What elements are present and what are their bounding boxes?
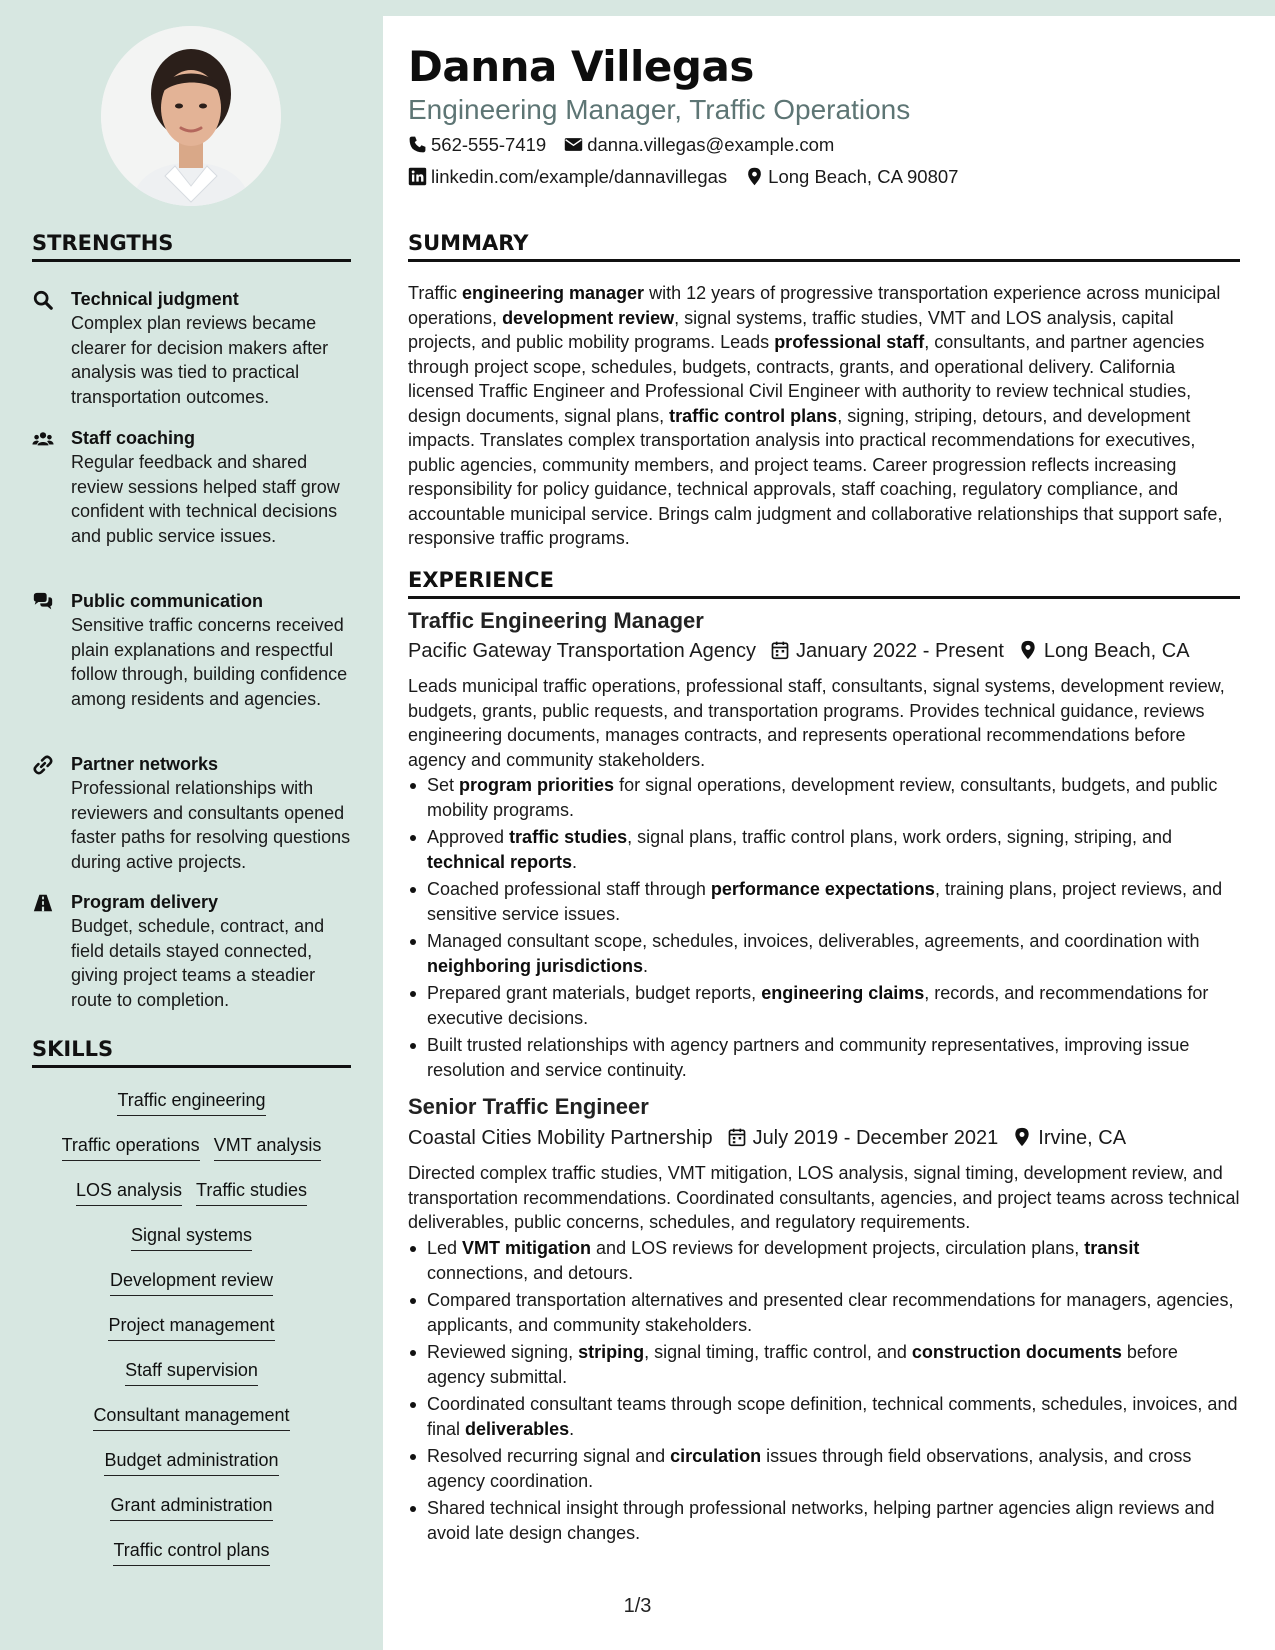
text-run: , signal plans, traffic control plans, work orders, signing, striping, and xyxy=(627,827,1173,847)
skills-row xyxy=(32,1133,351,1161)
bullet-item xyxy=(408,929,1240,978)
skills-row xyxy=(32,1448,351,1476)
skill-tag: Grant administration xyxy=(110,1493,272,1521)
bullet-item xyxy=(408,1288,1240,1337)
text-run: Traffic xyxy=(408,283,463,303)
strength-title: Public communication xyxy=(71,591,264,611)
bullet-item xyxy=(408,1444,1240,1493)
text-run: , signal systems, traffic studies, VMT and LOS analysis, capital projects, and public mobility programs. Leads xyxy=(408,307,1174,352)
text-run: issues through field observations, analysis, and cross agency coordination. xyxy=(427,1446,1192,1491)
skills-heading: SKILLS xyxy=(32,1037,351,1068)
job-bullets xyxy=(408,1236,1240,1548)
summary-paragraph xyxy=(408,281,1240,551)
magnifier-icon xyxy=(32,289,54,311)
skills-row xyxy=(32,1178,351,1206)
road-icon xyxy=(32,892,54,914)
strength-item-program-delivery xyxy=(32,890,352,1012)
calendar-icon xyxy=(727,1127,747,1147)
skills-row xyxy=(32,1313,351,1341)
bullet-item xyxy=(408,825,1240,874)
text-run: Coached professional staff through xyxy=(427,879,711,899)
bullet-item xyxy=(408,1236,1240,1285)
page-indicator: 1/3 xyxy=(623,1595,652,1617)
job-dates: July 2019 - December 2021 xyxy=(752,1127,999,1149)
bold-keyword: VMT mitigation xyxy=(462,1238,592,1258)
bold-keyword: transit xyxy=(1084,1238,1140,1258)
bold-keyword: performance expectations xyxy=(710,879,935,899)
strength-item-partner-networks xyxy=(32,752,352,874)
text-run: , signal timing, traffic control, and xyxy=(644,1342,912,1362)
strength-description: Regular feedback and shared review sessions helped staff grow confident with technical decisions and public service issues. xyxy=(71,452,340,546)
skill-tag: Traffic control plans xyxy=(113,1538,269,1566)
job-dates: January 2022 - Present xyxy=(795,640,1004,662)
skills-row xyxy=(32,1493,351,1521)
text-run: . xyxy=(572,851,578,872)
text-run: Managed consultant scope, schedules, invoices, deliverables, agreements, and coordination with xyxy=(427,931,1200,951)
bold-keyword: program priorities xyxy=(459,775,615,795)
linkedin-url[interactable]: linkedin.com/example/dannavillegas xyxy=(431,166,728,187)
job-description: Leads municipal traffic operations, professional staff, consultants, signal systems, development review, budgets, grants, public requests, and transportation programs. Provides technical guidance, reviews engineering documents, manages contracts, and represents operational recommendations before agency and community stakeholders. xyxy=(408,676,1225,770)
bullet-item xyxy=(408,1340,1240,1389)
skill-tag: Project management xyxy=(108,1313,274,1341)
strength-item-technical-judgment xyxy=(32,287,352,409)
bold-keyword: deliverables xyxy=(465,1418,570,1439)
company-name: Pacific Gateway Transportation Agency xyxy=(408,640,756,662)
bullet-item xyxy=(408,1033,1240,1082)
candidate-role: Engineering Manager, Traffic Operations xyxy=(408,94,911,125)
text-run: and LOS reviews for development projects, circulation plans, xyxy=(591,1238,1085,1258)
skills-row xyxy=(32,1403,351,1431)
text-run: , consultants, and partner agencies through project scope, schedules, budgets, contracts, grants, and operational delivery. California licensed Traffic Engineer and Professional Civil Engineer with authority to review technical studies, design documents, signal plans, xyxy=(408,332,1205,426)
bold-keyword: neighboring jurisdictions xyxy=(427,955,643,976)
job-meta xyxy=(408,1127,1126,1150)
location-pin-icon xyxy=(1012,1127,1032,1147)
text-run: , records, and recommendations for executive decisions. xyxy=(427,983,1209,1028)
job-title: Senior Traffic Engineer xyxy=(408,1094,649,1119)
strength-title: Partner networks xyxy=(71,754,219,774)
phone-number[interactable]: 562-555-7419 xyxy=(431,134,547,155)
skill-tag: LOS analysis xyxy=(76,1178,182,1206)
job-description: Directed complex traffic studies, VMT mitigation, LOS analysis, signal timing, development review, and transportation recommendations. Coordinated consultants, agencies, and project teams across technical deliverables, public concerns, schedules, and regulatory requirements. xyxy=(408,1163,1240,1232)
job-location: Long Beach, CA xyxy=(1043,640,1190,662)
envelope-icon xyxy=(564,135,583,154)
strength-title: Staff coaching xyxy=(71,428,196,448)
skill-tag: Traffic studies xyxy=(196,1178,307,1206)
strength-item-public-communication xyxy=(32,589,352,711)
people-group-icon xyxy=(32,428,54,450)
bullet-item xyxy=(408,877,1240,926)
bullet-item xyxy=(408,981,1240,1030)
text-run: Led xyxy=(427,1238,463,1258)
bold-keyword: professional staff xyxy=(774,332,925,352)
text-run: Approved xyxy=(427,827,510,847)
text-run: connections, and detours. xyxy=(427,1262,634,1283)
skill-tag: Development review xyxy=(110,1268,273,1296)
skill-tag: Budget administration xyxy=(104,1448,278,1476)
skills-row xyxy=(32,1268,351,1296)
skill-tag: Traffic engineering xyxy=(117,1088,265,1116)
text-run: Coordinated consultant teams through scope definition, technical comments, schedules, invoices, and final xyxy=(427,1394,1238,1439)
strength-title: Technical judgment xyxy=(71,289,239,309)
profile-photo xyxy=(101,26,281,206)
skills-row xyxy=(32,1223,351,1251)
phone-icon xyxy=(408,135,427,154)
job-meta xyxy=(408,640,1190,663)
text-run: for signal operations, development review, consultants, budgets, and public mobility programs. xyxy=(427,775,1218,820)
text-run: Reviewed signing, xyxy=(427,1342,579,1362)
text-run: , signing, striping, detours, and development impacts. Translates complex transportation analysis into practical recommendations for executives, public agencies, community members, and project teams. Career progression reflects increasing responsibility for policy guidance, technical approvals, staff coaching, regulatory compliance, and accountable municipal service. Brings calm judgment and collaborative relationships that support safe, responsive traffic programs. xyxy=(408,405,1223,548)
bold-keyword: technical reports xyxy=(427,851,573,872)
text-run: Shared technical insight through professional networks, helping partner agencies align reviews and avoid late design changes. xyxy=(427,1498,1215,1543)
bold-keyword: engineering claims xyxy=(761,983,925,1003)
bullet-item xyxy=(408,1392,1240,1441)
bold-keyword: engineering manager xyxy=(462,283,645,303)
skills-row xyxy=(32,1358,351,1386)
strength-description: Sensitive traffic concerns received plain explanations and respectful follow through, building confidence among residents and agencies. xyxy=(71,615,348,709)
skill-tag: VMT analysis xyxy=(214,1133,322,1161)
skill-tag: Traffic operations xyxy=(62,1133,200,1161)
contact-line-1 xyxy=(408,134,834,156)
bullet-item xyxy=(408,1496,1240,1545)
text-run: Built trusted relationships with agency partners and community representatives, improving issue resolution and service continuity. xyxy=(427,1035,1190,1080)
linkedin-icon xyxy=(408,167,427,186)
link-icon xyxy=(32,754,54,776)
strength-title: Program delivery xyxy=(71,892,219,912)
text-run: , training plans, project reviews, and sensitive service issues. xyxy=(427,879,1223,924)
skills-row xyxy=(32,1088,351,1116)
text-run: Resolved recurring signal and xyxy=(427,1446,671,1466)
location-text: Long Beach, CA 90807 xyxy=(768,166,959,187)
strengths-heading: STRENGTHS xyxy=(32,231,351,262)
skill-tag: Consultant management xyxy=(93,1403,289,1431)
text-run: before agency submittal. xyxy=(427,1342,1178,1387)
location-pin-icon xyxy=(1018,640,1038,660)
text-run: Compared transportation alternatives and presented clear recommendations for managers, agencies, applicants, and community stakeholders. xyxy=(427,1290,1234,1335)
strength-description: Complex plan reviews became clearer for decision makers after analysis was tied to practical transportation outcomes. xyxy=(71,313,329,407)
bold-keyword: development review xyxy=(502,307,675,328)
bullet-item xyxy=(408,773,1240,822)
candidate-name: Danna Villegas xyxy=(408,42,754,91)
experience-heading: EXPERIENCE xyxy=(408,568,1240,599)
email-address[interactable]: danna.villegas@example.com xyxy=(587,134,835,155)
text-run: . xyxy=(643,955,649,976)
job-title: Traffic Engineering Manager xyxy=(408,608,704,633)
chat-bubbles-icon xyxy=(32,591,54,613)
bold-keyword: traffic studies xyxy=(509,827,628,847)
strength-description: Budget, schedule, contract, and field details stayed connected, giving project teams a steadier route to completion. xyxy=(71,916,325,1010)
job-bullets xyxy=(408,773,1240,1085)
skill-tag: Staff supervision xyxy=(125,1358,258,1386)
bold-keyword: traffic control plans xyxy=(669,405,838,426)
contact-line-2 xyxy=(408,166,958,188)
location-pin-icon xyxy=(745,167,764,186)
job-location: Irvine, CA xyxy=(1038,1127,1127,1149)
skills-row xyxy=(32,1538,351,1566)
text-run: with 12 years of progressive transportation experience across municipal operations, xyxy=(408,283,1221,328)
strength-item-staff-coaching xyxy=(32,426,352,548)
text-run: Prepared grant materials, budget reports, xyxy=(427,983,762,1003)
text-run: . xyxy=(569,1418,575,1439)
skill-tag: Signal systems xyxy=(131,1223,252,1251)
bold-keyword: striping xyxy=(578,1342,645,1362)
company-name: Coastal Cities Mobility Partnership xyxy=(408,1127,713,1149)
calendar-icon xyxy=(770,640,790,660)
summary-heading: SUMMARY xyxy=(408,231,1240,262)
bold-keyword: construction documents xyxy=(911,1342,1122,1362)
text-run: Set xyxy=(427,775,460,795)
bold-keyword: circulation xyxy=(670,1446,762,1466)
strength-description: Professional relationships with reviewers and consultants opened faster paths for resolving questions during active projects. xyxy=(71,778,351,872)
